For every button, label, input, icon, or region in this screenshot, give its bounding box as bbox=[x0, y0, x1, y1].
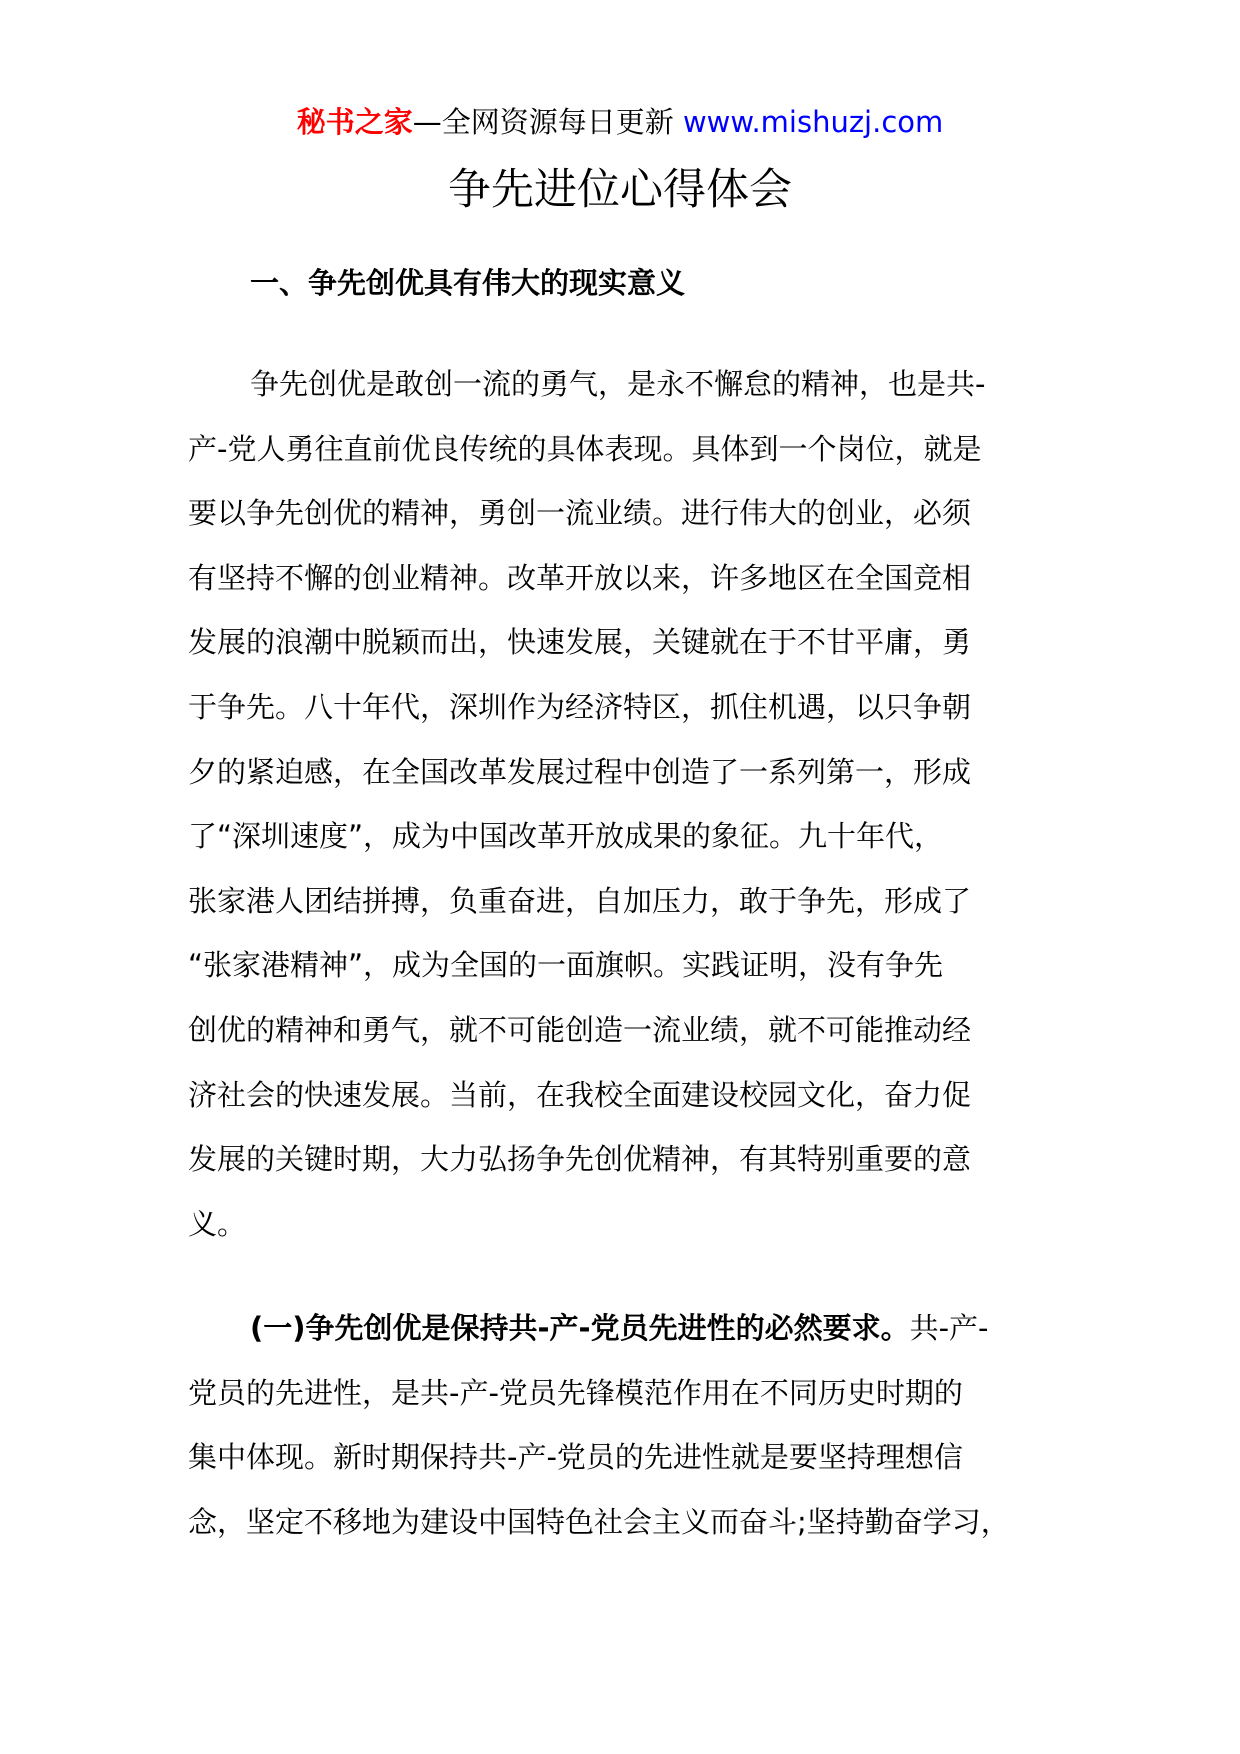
paragraph-line: 于争先。八十年代，深圳作为经济特区，抓住机遇，以只争朝 bbox=[188, 689, 972, 724]
paragraph-1 bbox=[188, 352, 1058, 1256]
paragraph-line: “张家港精神”，成为全国的一面旗帜。实践证明，没有争先 bbox=[188, 948, 944, 983]
paragraph-line: 党员的先进性，是共-产-党员先锋模范作用在不同历史时期的 bbox=[188, 1375, 963, 1410]
paragraph-line: 创优的精神和勇气，就不可能创造一流业绩，就不可能推动经 bbox=[188, 1012, 972, 1047]
paragraph-line: 争先创优是敢创一流的勇气，是永不懈怠的精神，也是共- bbox=[250, 367, 986, 401]
paragraph-line: 张家港人团结拼搏，负重奋进，自加压力，敢于争先，形成了 bbox=[188, 883, 972, 918]
site-header bbox=[0, 102, 1240, 142]
paragraph-first-line bbox=[188, 1296, 1058, 1361]
paragraph-line: 产-党人勇往直前优良传统的具体表现。具体到一个岗位，就是 bbox=[188, 431, 982, 466]
document-title: 争先进位心得体会 bbox=[448, 165, 792, 215]
paragraph-line: 要以争先创优的精神，勇创一流业绩。进行伟大的创业，必须 bbox=[188, 496, 972, 531]
paragraph-line: 发展的关键时期，大力弘扬争先创优精神，有其特别重要的意 bbox=[188, 1142, 972, 1177]
paragraph-line: 集中体现。新时期保持共-产-党员的先进性就是要坚持理想信 bbox=[188, 1440, 963, 1475]
paragraph-line: 济社会的快速发展。当前，在我校全面建设校园文化，奋力促 bbox=[188, 1077, 972, 1112]
paragraph-line: 了“深圳速度”，成为中国改革开放成果的象征。九十年代， bbox=[188, 819, 944, 854]
section-heading-1: 一、争先创优具有伟大的现实意义 bbox=[250, 266, 686, 300]
site-url-link[interactable]: www.mishuzj.com bbox=[682, 105, 944, 139]
paragraph-line: 有坚持不懈的创业精神。改革开放以来，许多地区在全国竞相 bbox=[188, 560, 972, 595]
paragraph-line: 发展的浪潮中脱颖而出，快速发展，关键就在于不甘平庸，勇 bbox=[188, 625, 972, 660]
brand-name: 秘书之家 bbox=[296, 105, 413, 139]
paragraph-line: 念，坚定不移地为建设中国特色社会主义而奋斗;坚持勤奋学习， bbox=[188, 1504, 1010, 1539]
paragraph-2 bbox=[188, 1296, 1058, 1554]
paragraph-line: 夕的紧迫感，在全国改革发展过程中创造了一系列第一，形成 bbox=[188, 754, 972, 789]
subsection-heading: (一)争先创优是保持共-产-党员先进性的必然要求。 bbox=[250, 1311, 910, 1345]
paragraph-text: 共-产- bbox=[909, 1311, 989, 1345]
header-slogan: —全网资源每日更新 bbox=[412, 105, 674, 139]
paragraph-line: 义。 bbox=[188, 1206, 247, 1241]
